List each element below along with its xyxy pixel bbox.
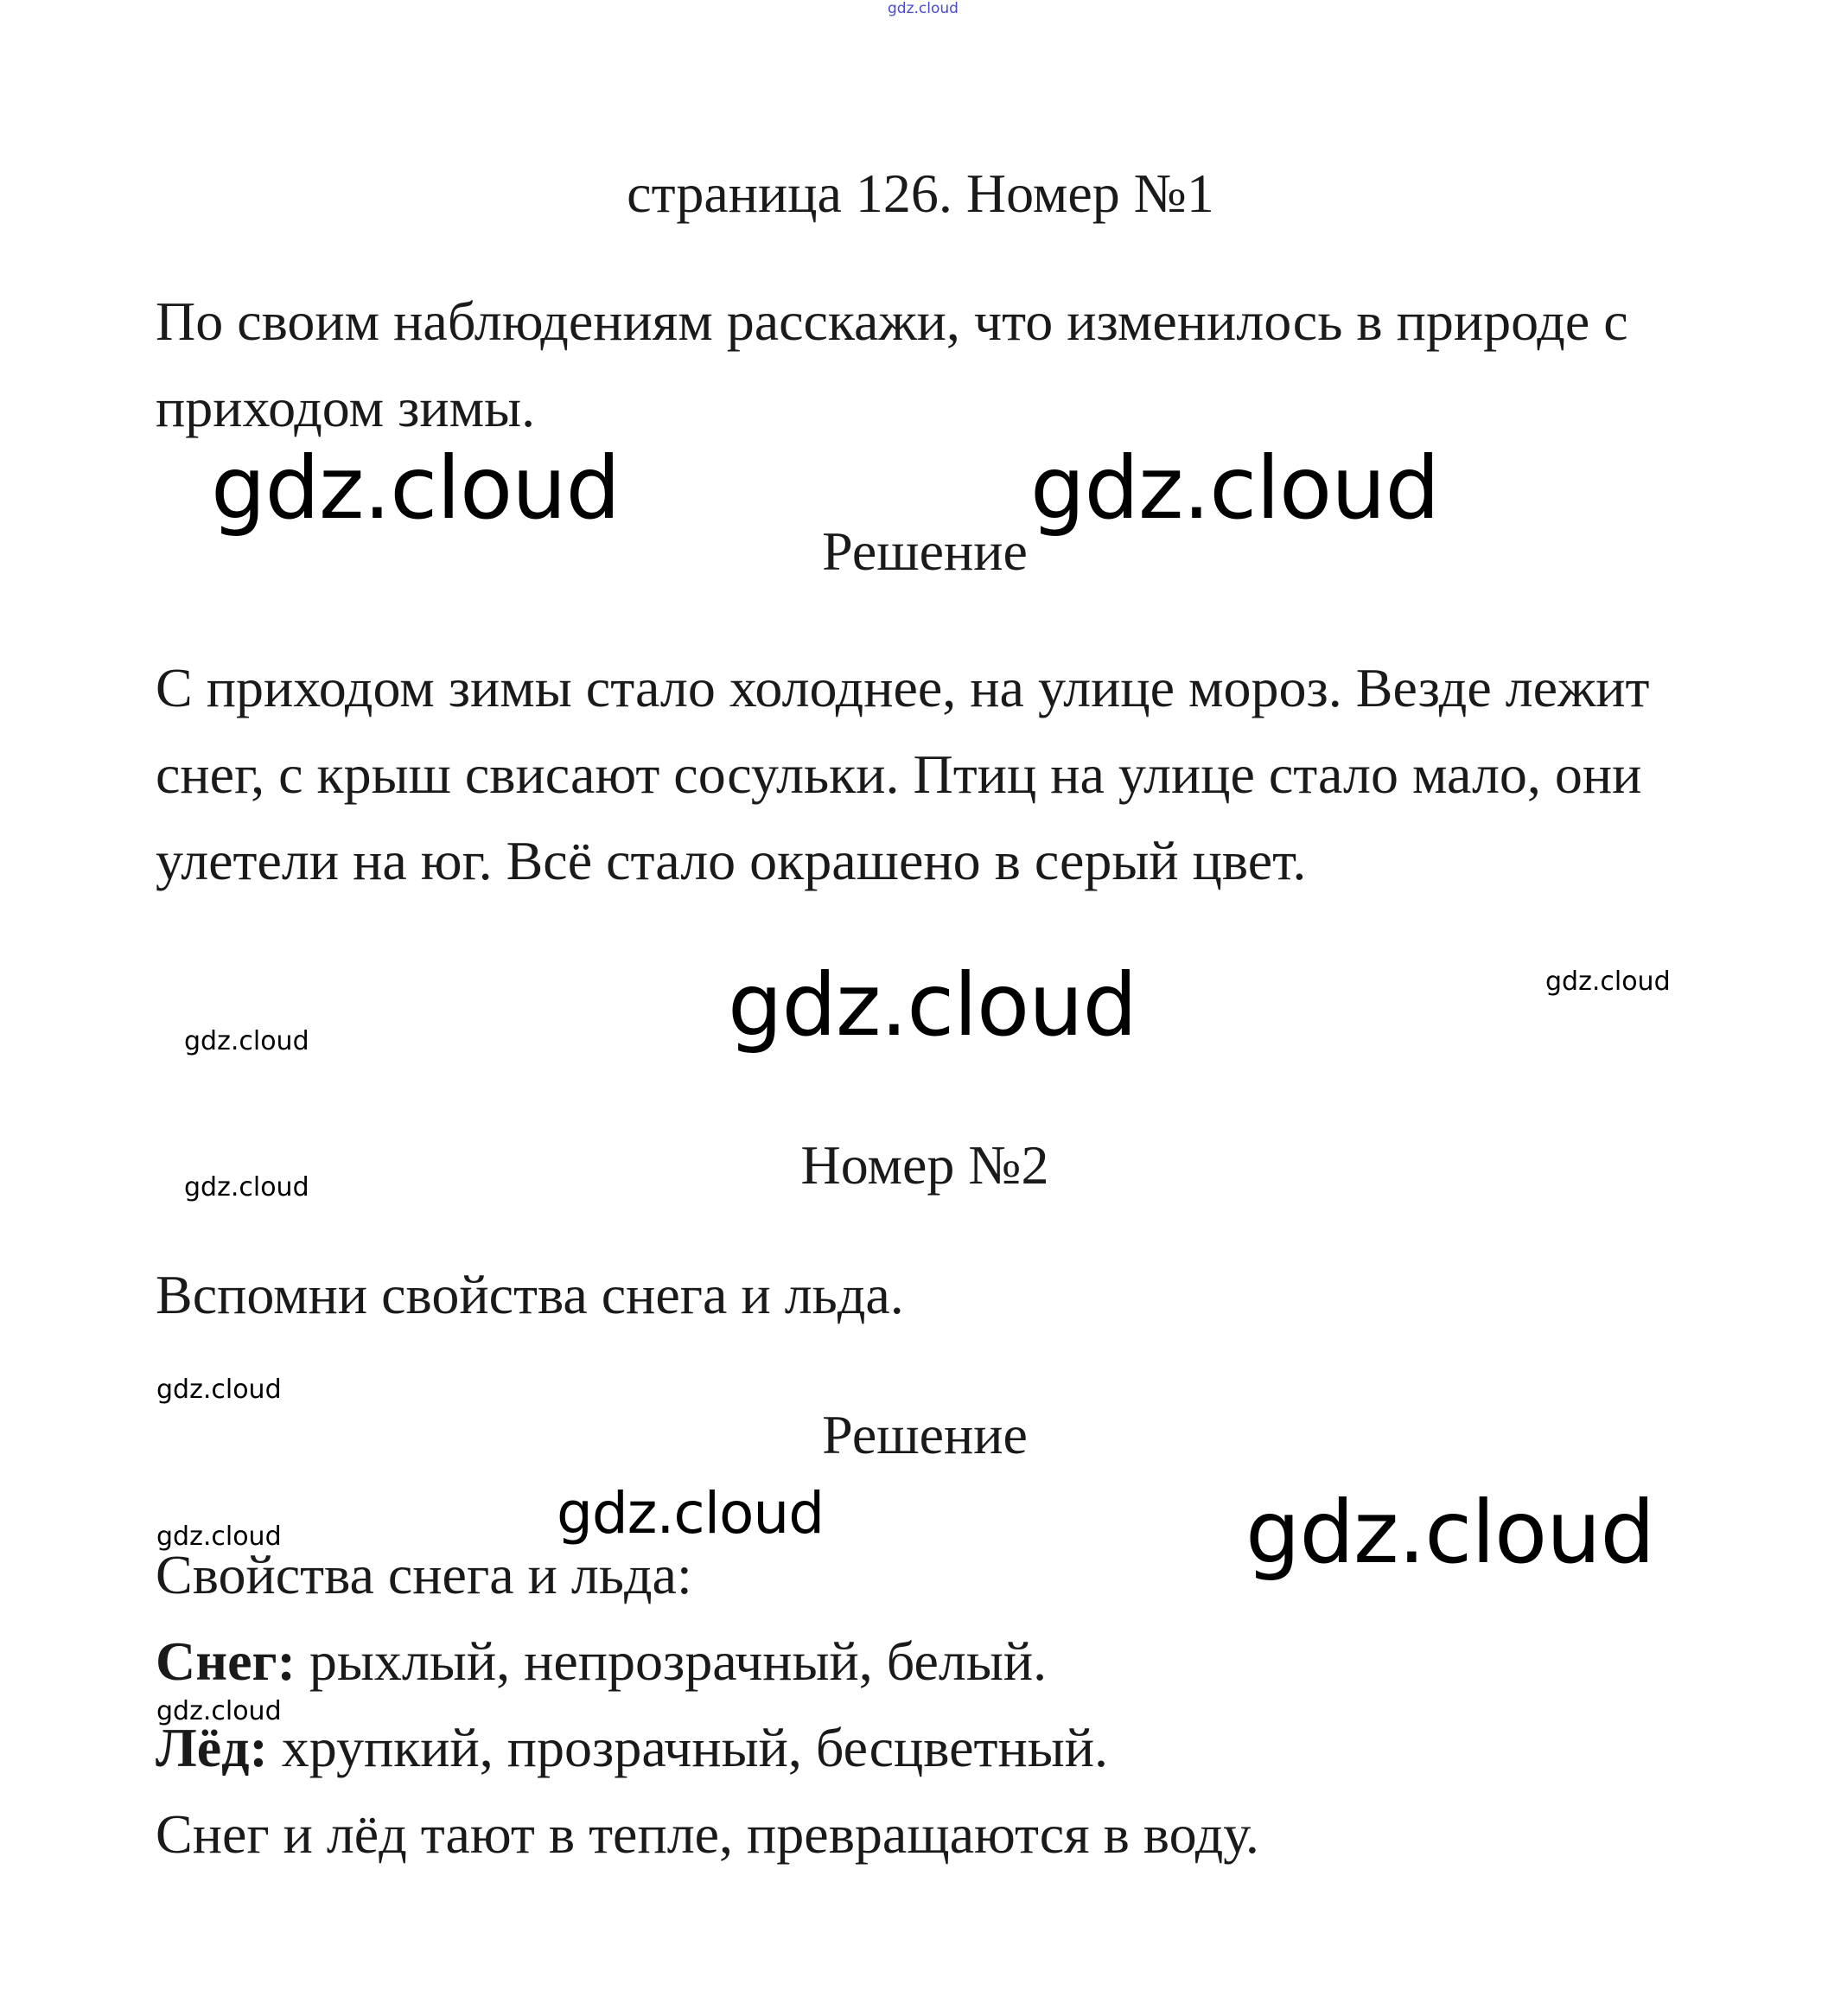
task2-heading: Номер №2 (800, 1134, 1049, 1196)
task1-solution-label: Решение (822, 520, 1028, 582)
task1-heading: страница 126. Номер №1 (627, 163, 1214, 224)
ice-text: хрупкий, прозрачный, бесцветный. (267, 1717, 1108, 1778)
task2-intro: Свойства снега и льда: (156, 1544, 692, 1605)
watermark: gdz.cloud (1245, 1482, 1655, 1583)
watermark: gdz.cloud (184, 1172, 309, 1203)
watermark-top: gdz.cloud (888, 0, 959, 17)
watermark: gdz.cloud (728, 954, 1137, 1056)
snow-text: рыхлый, непрозрачный, белый. (295, 1630, 1048, 1692)
ice-properties (156, 1705, 1729, 1791)
watermark: gdz.cloud (184, 1026, 309, 1056)
watermark: gdz.cloud (156, 1375, 282, 1405)
snow-label: Снег: (156, 1630, 296, 1692)
ice-label: Лёд: (156, 1717, 268, 1778)
watermark: gdz.cloud (156, 1522, 282, 1552)
task2-conclusion: Снег и лёд тают в тепле, превращаются в воду. (156, 1803, 1259, 1865)
task2-question: Вспомни свойства снега и льда. (156, 1264, 904, 1325)
watermark: gdz.cloud (211, 437, 621, 539)
task2-solution-label: Решение (822, 1404, 1028, 1465)
task1-question: По своим наблюдениям расскажи, что изменилось в природе с приходом зимы. (156, 290, 1628, 438)
watermark: gdz.cloud (1545, 967, 1671, 997)
watermark: gdz.cloud (1030, 437, 1440, 539)
task1-answer: С приходом зимы стало холоднее, на улице мороз. Везде лежит снег, с крыш свисают сосульки. Птиц на улице стало мало, они улетели на юг. Всё стало окрашено в серый цвет. (156, 657, 1650, 891)
watermark: gdz.cloud (156, 1696, 282, 1726)
snow-properties (156, 1618, 1729, 1705)
watermark: gdz.cloud (557, 1480, 825, 1547)
